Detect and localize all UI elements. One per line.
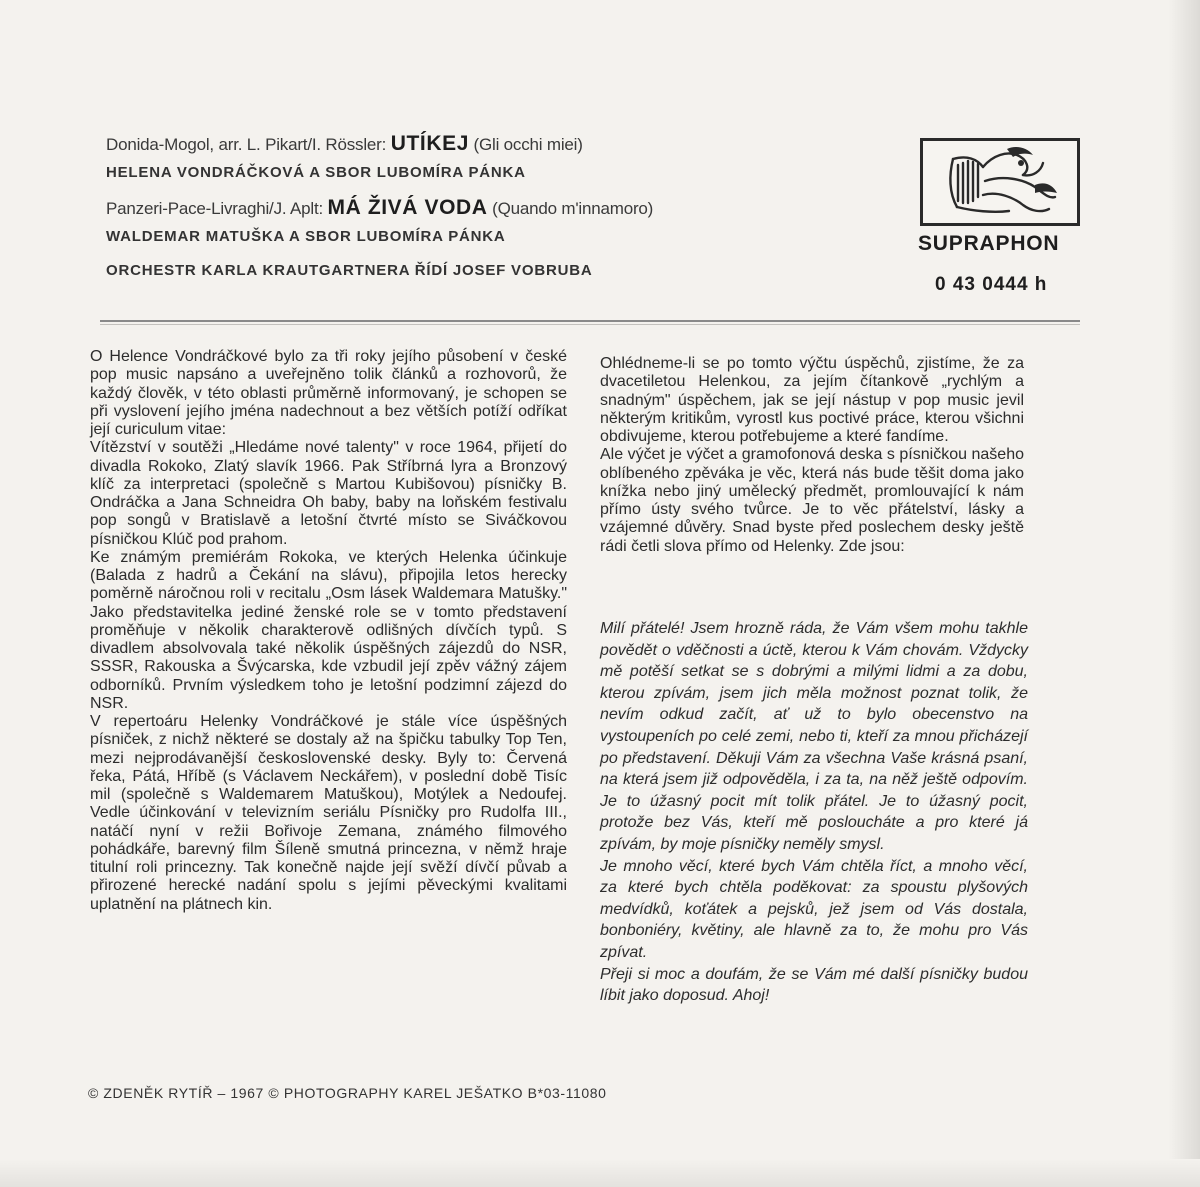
track1-credit-line: [106, 132, 583, 156]
paper-edge-right: [1168, 0, 1200, 1187]
orchestra-credit: ORCHESTR KARLA KRAUTGARTNERA ŘÍDÍ JOSEF VOBRUBA: [106, 262, 593, 279]
track1-original-title: (Gli occhi miei): [473, 135, 583, 154]
footer-credits: © ZDENĚK RYTÍŘ – 1967 © PHOTOGRAPHY KAREL JEŠATKO B*03-11080: [88, 1085, 607, 1101]
left-column: [90, 348, 567, 914]
header-divider-shadow: [100, 324, 1080, 325]
track2-artist: WALDEMAR MATUŠKA A SBOR LUBOMÍRA PÁNKA: [106, 228, 506, 245]
track1-title: UTÍKEJ: [390, 132, 469, 155]
track1-credit: Donida-Mogol, arr. L. Pikart/I. Rössler:: [106, 135, 387, 154]
letter-paragraph: Je mnoho věcí, které bych Vám chtěla říct, a mnoho věcí, za které bych chtěla poděkovat: za spoustu plyšových medvídků, koťátek a pejsků, jež jsem od Vás dostala, bonboniéry, květiny, ale hlavně za to, že mohu pro Vás zpívat.: [600, 857, 1028, 961]
track2-credit-line: [106, 196, 653, 220]
header-divider: [100, 320, 1080, 322]
right-paragraph: Ale výčet je výčet a gramofonová deska s písničkou našeho oblíbeného zpěváka je věc, která nás bude těšit doma jako knížka nebo jiný umělecký předmět, promlouvající k nám přímo ústy svého tvůrce. Je to věc přátelství, lásky a vzájemné důvěry. Snad byste před poslechem desky ještě rádi četli slova přímo od Helenky. Zde jsou:: [600, 446, 1024, 555]
helena-letter: [600, 618, 1028, 1007]
track2-original-title: (Quando m'innamoro): [492, 199, 654, 218]
right-paragraph: Ohlédneme-li se po tomto výčtu úspěchů, zjistíme, že za dvacetiletou Helenkou, za jejím čítankově „rychlým a snadným" úspěchem, jak se její nástup v pop music jevil některým kritikům, vyrostl kus poctivé práce, kterou všichni obdivujeme, kterou potřebujeme a které fandíme.: [600, 355, 1024, 445]
left-paragraph: V repertoáru Helenky Vondráčkové je stále více úspěšných písniček, z nichž některé se dostaly až na špičku tabulky Top Ten, mezi nejprodávanější československé desky. Byly to: Červená řeka, Pátá, Hříbě (s Václavem Neckářem), v poslední době Tisíc mil (společně s Waldemarem Matuškou), Motýlek a Nedoufej. Vedle účinkování v televizním seriálu Písničky pro Rudolfa III., natáčí nyní v režii Bořivoje Zemana, známého filmového pohádkáře, barevný film Šíleně smutná princezna, v němž hraje titulní roli princezny. Tak konečně najde její svěží dívčí půvab a přirozené herecké nadání spolu s jejími pěveckými kvalitami uplatnění na plátnech kin.: [90, 713, 567, 913]
right-column: [600, 355, 1024, 556]
track1-artist: HELENA VONDRÁČKOVÁ A SBOR LUBOMÍRA PÁNKA: [106, 164, 526, 181]
letter-paragraph: Přeji si moc a doufám, že se Vám mé další písničky budou líbit jako doposud. Ahoj!: [600, 965, 1028, 1005]
letter-paragraph: Milí přátelé! Jsem hrozně ráda, že Vám všem mohu takhle povědět o vděčnosti a úctě, kterou k Vám chovám. Vždycky mě potěší setkat se s dobrými a milými lidmi a za dobu, kterou zpívám, jsem jich měla možnost poznat tolik, že nevím odkud začít, ať už to bylo obecenstvo na vystoupeních po celé zemi, nebo ti, kteří za mnou přicházejí po představení. Děkuji Vám za všechna Vaše krásná psaní, na která jsem již odpověděla, i za ta, na něž ještě odpovím. Je to úžasný pocit mít tolik přátel. Je to úžasný pocit, protože bez Vás, kteří mě posloucháte a pro které já zpívám, by moje písničky neměly smysl.: [600, 620, 1028, 853]
supraphon-lion-harp-logo-icon: [923, 141, 1077, 223]
track2-credit: Panzeri-Pace-Livraghi/J. Aplt:: [106, 199, 323, 218]
left-paragraph: Ke známým premiérám Rokoka, ve kterých Helenka účinkuje (Balada z hadrů a Čekání na slávu), připojila letos herecky poměrně náročnou roli v recitalu „Osm lásek Waldemara Matušky." Jako představitelka jediné ženské role se v tomto představení proměňuje v několik charakterově odlišných dívčích typů. S divadlem absolvovala také několik úspěšných zájezdů do NSR, SSSR, Rakouska a Švýcarska, kde vzbudil její zpěv vážný zájem odborníků. Prvním výsledkem toho je letošní podzimní zájezd do NSR.: [90, 548, 567, 712]
supraphon-logo: [920, 138, 1080, 226]
track2-title: MÁ ŽIVÁ VODA: [327, 196, 488, 219]
left-paragraph: O Helence Vondráčkové bylo za tři roky jejího působení v české pop music napsáno a uveřejněno tolik článků a rozhovorů, že každý člověk, v této oblasti průměrně informovaný, je schopen se při vyslovení jejího jména nadechnout a bez větších potíží odříkat její curiculum vitae:: [90, 348, 567, 438]
brand-name: SUPRAPHON: [918, 232, 1060, 255]
paper-edge-bottom: [0, 1159, 1200, 1187]
catalog-number: 0 43 0444 h: [935, 274, 1048, 295]
left-paragraph: Vítězství v soutěži „Hledáme nové talenty" v roce 1964, přijetí do divadla Rokoko, Zlatý slavík 1966. Pak Stříbrná lyra a Bronzový klíč za interpretaci (společně s Martou Kubišovou) písničky B. Ondráčka a Jana Schneidra Oh baby, baby na loňském festivalu pop songů v Bratislavě a letošní čtvrté místo se Siváčkovou písničkou Klúč pod prahom.: [90, 439, 567, 548]
